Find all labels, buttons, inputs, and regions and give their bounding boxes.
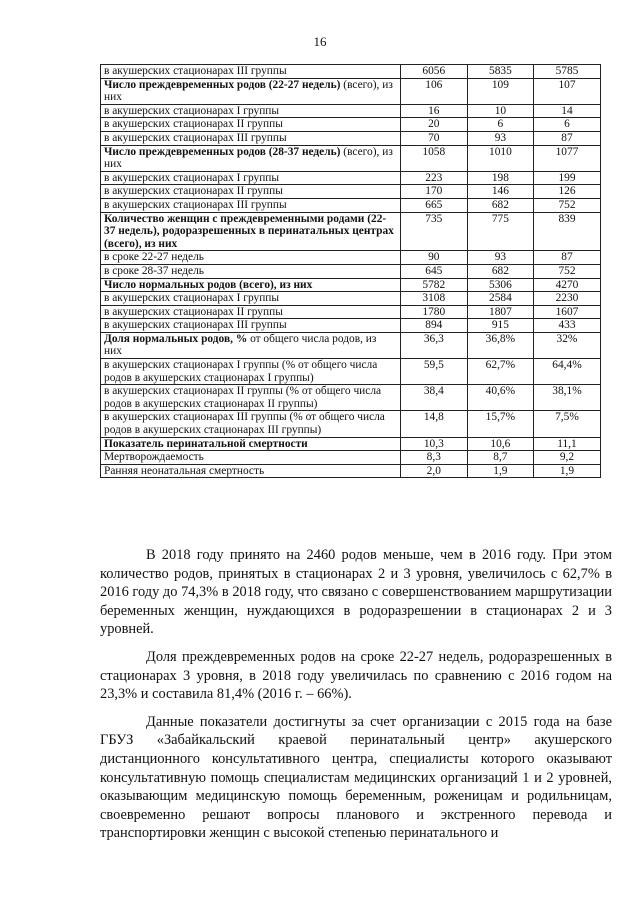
row-value: 1,9 <box>534 464 601 478</box>
row-value: 90 <box>401 251 468 265</box>
row-value: 32% <box>534 332 601 358</box>
row-label: в акушерских стационарах III группы <box>101 65 401 79</box>
row-label: Количество женщин с преждевременными родами (22-37 недель), родоразрешенных в перинатальных центрах (всего), из них <box>101 212 401 251</box>
row-value: 198 <box>467 171 534 185</box>
row-value: 1058 <box>401 145 468 171</box>
row-value: 36,3 <box>401 332 468 358</box>
row-label: в акушерских стационарах II группы (% от общего числа родов в акушерских стационарах II группы) <box>101 385 401 411</box>
row-value: 665 <box>401 198 468 212</box>
row-value: 62,7% <box>467 359 534 385</box>
table-row <box>101 185 601 199</box>
table-row <box>101 278 601 292</box>
table-row <box>101 171 601 185</box>
row-value: 1,9 <box>467 464 534 478</box>
table-row <box>101 78 601 104</box>
row-value: 8,3 <box>401 451 468 465</box>
row-value: 10,3 <box>401 437 468 451</box>
table-row <box>101 145 601 171</box>
row-label-emphasis: Число преждевременных родов (28-37 недель) <box>104 145 341 158</box>
row-value: 915 <box>467 319 534 333</box>
table-row <box>101 131 601 145</box>
row-value: 146 <box>467 185 534 199</box>
table-row <box>101 292 601 306</box>
statistics-table-body <box>101 65 601 478</box>
paragraph-consultation-center: Данные показатели достигнуты за счет организации с 2015 года на базе ГБУЗ «Забайкальский краевой перинатальный центр» акушерского дистанционного консультативного центра, специалисты которого оказывают консультативную помощь специалистам медицинских организаций 1 и 2 уровней, оказывающим медицинскую помощь беременным, роженицам и родильницам, своевременно решают вопросы планового и экстренного перевода и транспортировки женщин с высокой степенью перинатального и <box>100 713 612 842</box>
row-value: 752 <box>534 198 601 212</box>
row-value: 5306 <box>467 278 534 292</box>
paragraph-preterm-share: Доля преждевременных родов на сроке 22-27 недель, родоразрешенных в стационарах 3 уровня, в 2018 году увеличилась по сравнению с 2016 годом на 23,3% и составила 81,4% (2016 г. – 66%). <box>100 648 612 703</box>
row-value: 20 <box>401 118 468 132</box>
row-value: 15,7% <box>467 411 534 437</box>
row-label: в акушерских стационарах I группы <box>101 171 401 185</box>
row-value: 38,4 <box>401 385 468 411</box>
row-value: 38,1% <box>534 385 601 411</box>
row-label: Число нормальных родов (всего), из них <box>101 278 401 292</box>
row-value: 682 <box>467 264 534 278</box>
row-value: 106 <box>401 78 468 104</box>
row-value: 10,6 <box>467 437 534 451</box>
table-row <box>101 104 601 118</box>
table-row <box>101 251 601 265</box>
row-value: 109 <box>467 78 534 104</box>
row-value: 1077 <box>534 145 601 171</box>
row-value: 1010 <box>467 145 534 171</box>
row-label-rest: от общего числа родов, из них <box>104 332 377 358</box>
paragraph-births-decrease: В 2018 году принято на 2460 родов меньше, чем в 2016 году. При этом количество родов, принятых в стационарах 2 и 3 уровня, увеличилось с 62,7% в 2016 году до 74,3% в 2018 году, что связано с совершенствованием маршрутизации беременных женщин, нуждающихся в родоразрешении в стационарах 2 и 3 уровней. <box>100 547 612 638</box>
row-value: 2,0 <box>401 464 468 478</box>
row-label: Мертворождаемость <box>101 451 401 465</box>
row-value: 11,1 <box>534 437 601 451</box>
table-row <box>101 464 601 478</box>
row-value: 6056 <box>401 65 468 79</box>
row-label: в акушерских стационарах III группы <box>101 319 401 333</box>
row-label-emphasis: Число преждевременных родов (22-27 недель) <box>104 78 341 91</box>
row-label: в акушерских стационарах I группы <box>101 292 401 306</box>
table-row <box>101 411 601 437</box>
row-label: Показатель перинатальной смертности <box>101 437 401 451</box>
row-value: 1807 <box>467 305 534 319</box>
row-value: 5785 <box>534 65 601 79</box>
table-row <box>101 264 601 278</box>
row-value: 87 <box>534 251 601 265</box>
row-label: Ранняя неонатальная смертность <box>101 464 401 478</box>
row-label-emphasis: Доля нормальных родов, % <box>104 332 248 345</box>
row-value: 5835 <box>467 65 534 79</box>
row-label <box>101 332 401 358</box>
table-row <box>101 332 601 358</box>
row-value: 14,8 <box>401 411 468 437</box>
row-label <box>101 78 401 104</box>
row-value: 5782 <box>401 278 468 292</box>
row-value: 7,5% <box>534 411 601 437</box>
table-row <box>101 385 601 411</box>
row-label: в сроке 22-27 недель <box>101 251 401 265</box>
row-label: в акушерских стационарах III группы <box>101 131 401 145</box>
table-row <box>101 451 601 465</box>
page-number: 16 <box>313 34 327 49</box>
table-row <box>101 198 601 212</box>
row-value: 6 <box>467 118 534 132</box>
row-value: 40,6% <box>467 385 534 411</box>
statistics-table <box>100 64 601 478</box>
row-value: 4270 <box>534 278 601 292</box>
body-text <box>100 546 612 852</box>
row-value: 839 <box>534 212 601 251</box>
row-value: 93 <box>467 251 534 265</box>
row-label <box>101 145 401 171</box>
table-row <box>101 212 601 251</box>
row-value: 36,8% <box>467 332 534 358</box>
row-value: 433 <box>534 319 601 333</box>
row-value: 93 <box>467 131 534 145</box>
row-value: 10 <box>467 104 534 118</box>
row-value: 107 <box>534 78 601 104</box>
table-row <box>101 359 601 385</box>
table-row <box>101 437 601 451</box>
row-label: в акушерских стационарах III группы <box>101 198 401 212</box>
table-row <box>101 305 601 319</box>
row-label: в акушерских стационарах II группы <box>101 118 401 132</box>
row-value: 752 <box>534 264 601 278</box>
row-value: 1780 <box>401 305 468 319</box>
row-value: 9,2 <box>534 451 601 465</box>
row-value: 14 <box>534 104 601 118</box>
row-value: 64,4% <box>534 359 601 385</box>
table-row <box>101 319 601 333</box>
row-value: 126 <box>534 185 601 199</box>
row-value: 199 <box>534 171 601 185</box>
row-label-rest: (всего), из них <box>104 145 393 171</box>
row-value: 2584 <box>467 292 534 306</box>
row-value: 70 <box>401 131 468 145</box>
row-label-rest: (всего), из них <box>104 78 393 104</box>
table-row <box>101 118 601 132</box>
table-row <box>101 65 601 79</box>
row-value: 2230 <box>534 292 601 306</box>
row-label: в акушерских стационарах III группы (% от общего числа родов в акушерских стационарах III группы) <box>101 411 401 437</box>
row-value: 682 <box>467 198 534 212</box>
row-value: 223 <box>401 171 468 185</box>
row-value: 3108 <box>401 292 468 306</box>
row-value: 59,5 <box>401 359 468 385</box>
row-value: 87 <box>534 131 601 145</box>
row-value: 16 <box>401 104 468 118</box>
row-value: 775 <box>467 212 534 251</box>
row-label: в акушерских стационарах I группы (% от общего числа родов в акушерских стационарах I группы) <box>101 359 401 385</box>
row-label: в сроке 28-37 недель <box>101 264 401 278</box>
row-value: 8,7 <box>467 451 534 465</box>
row-value: 1607 <box>534 305 601 319</box>
row-label: в акушерских стационарах II группы <box>101 305 401 319</box>
row-value: 170 <box>401 185 468 199</box>
row-value: 645 <box>401 264 468 278</box>
row-value: 735 <box>401 212 468 251</box>
row-value: 894 <box>401 319 468 333</box>
row-value: 6 <box>534 118 601 132</box>
row-label: в акушерских стационарах I группы <box>101 104 401 118</box>
row-label: в акушерских стационарах II группы <box>101 185 401 199</box>
